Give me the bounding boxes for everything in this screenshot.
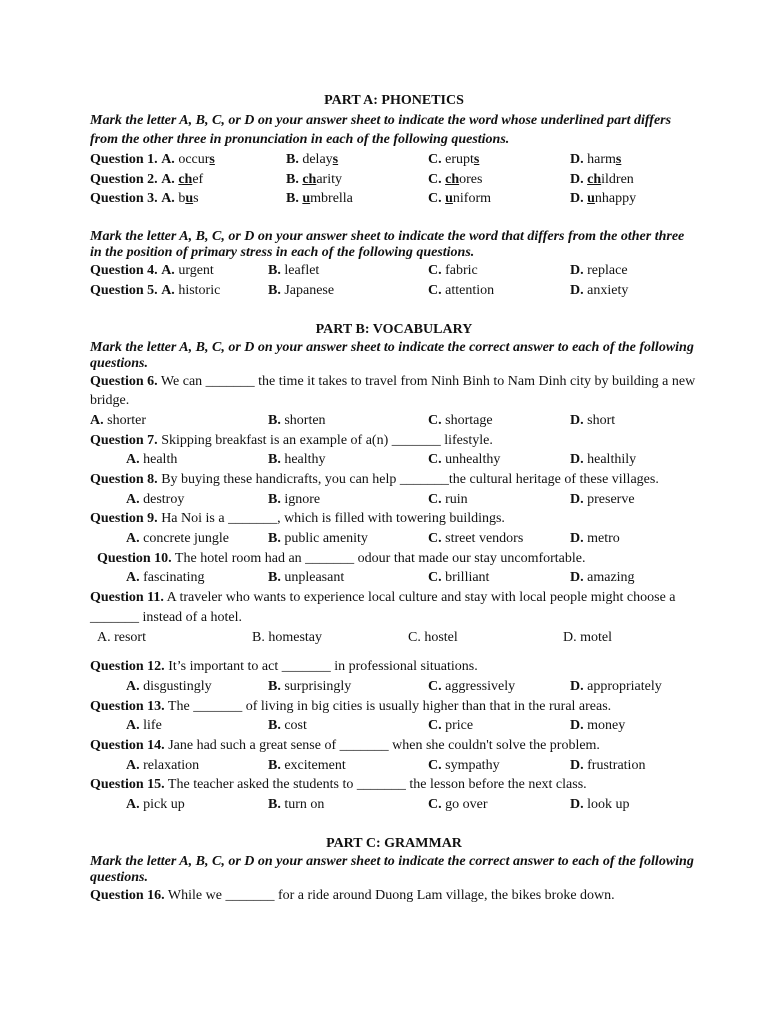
part-b-instruction: Mark the letter A, B, C, or D on your answer sheet to indicate the correct answer to each of the following questions. bbox=[90, 339, 694, 371]
part-b-title: PART B: VOCABULARY bbox=[315, 321, 473, 337]
question-6-stem: Question 6. We can _______ the time it takes to travel from Ninh Binh to Nam Dinh city by building a new bbox=[90, 373, 696, 389]
question-11-stem: Question 11. A traveler who wants to experience local culture and stay with local people might choose a bbox=[90, 590, 676, 606]
question-11-stem-cont: _______ instead of a hotel. bbox=[90, 609, 243, 625]
question-7-stem: Question 7. Skipping breakfast is an example of a(n) _______ lifestyle. bbox=[90, 432, 493, 448]
part-c-instruction: Mark the letter A, B, C, or D on your answer sheet to indicate the correct answer to each of the following questions. bbox=[90, 854, 694, 886]
question-13-options: A. life B. cost C. price D. money bbox=[126, 718, 626, 734]
question-10-options: A. fascinating B. unpleasant C. brilliant D. amazing bbox=[126, 570, 635, 586]
question-8-stem: Question 8. By buying these handicrafts, you can help _______the cultural heritage of these villages. bbox=[90, 472, 659, 488]
question-13-stem: Question 13. The _______ of living in big cities is usually higher than that in the rural areas. bbox=[90, 698, 612, 714]
question-14-options: A. relaxation B. excitement C. sympathy D. frustration bbox=[126, 757, 646, 773]
part-a-instruction-1: Mark the letter A, B, C, or D on your answer sheet to indicate the word whose underlined part differs from the other three in pronunciation in each of the following questions. bbox=[90, 112, 672, 148]
question-14-stem: Question 14. Jane had such a great sense of _______ when she couldn't solve the problem. bbox=[90, 737, 600, 753]
question-9-options: A. concrete jungle B. public amenity C. street vendors D. metro bbox=[126, 531, 620, 547]
question-6-stem-cont: bridge. bbox=[90, 393, 130, 409]
question-9-stem: Question 9. Ha Noi is a _______, which is filled with towering buildings. bbox=[90, 511, 505, 527]
question-16-stem: Question 16. While we _______ for a ride around Duong Lam village, the bikes broke down. bbox=[90, 888, 615, 904]
question-10-stem: Question 10. The hotel room had an _______ odour that made our stay uncomfortable. bbox=[97, 550, 586, 566]
question-12-stem: Question 12. It’s important to act _______ in professional situations. bbox=[90, 659, 478, 675]
question-4: Question 4. A. urgent B. leaflet C. fabric D. replace bbox=[90, 262, 628, 278]
question-5: Question 5. A. historic B. Japanese C. attention D. anxiety bbox=[90, 282, 629, 298]
question-2: Question 2. A. chef B. charity C. chores D. children bbox=[90, 171, 634, 187]
question-6-options: A. shorter B. shorten C. shortage D. short bbox=[90, 412, 616, 428]
part-a-title: PART A: PHONETICS bbox=[324, 93, 464, 108]
question-8-options: A. destroy B. ignore C. ruin D. preserve bbox=[126, 491, 635, 507]
question-1: Question 1. A. occurs B. delays C. erupts D. harms bbox=[90, 152, 622, 168]
part-c-title: PART C: GRAMMAR bbox=[326, 836, 462, 852]
question-15-stem: Question 15. The teacher asked the students to _______ the lesson before the next class. bbox=[90, 777, 587, 793]
question-11-options: A. resort B. homestay C. hostel D. motel bbox=[97, 629, 612, 645]
question-15-options: A. pick up B. turn on C. go over D. look up bbox=[126, 797, 630, 813]
question-7-options: A. health B. healthy C. unhealthy D. healthily bbox=[126, 452, 637, 468]
question-3: Question 3. A. bus B. umbrella C. uniform D. unhappy bbox=[90, 191, 637, 207]
worksheet-page bbox=[90, 91, 698, 906]
part-a-instruction-2: Mark the letter A, B, C, or D on your answer sheet to indicate the word that differs from the other three in the position of primary stress in each of the following questions. bbox=[90, 228, 685, 260]
question-12-options: A. disgustingly B. surprisingly C. aggressively D. appropriately bbox=[126, 678, 662, 694]
question-label: Question 1. bbox=[90, 152, 158, 168]
